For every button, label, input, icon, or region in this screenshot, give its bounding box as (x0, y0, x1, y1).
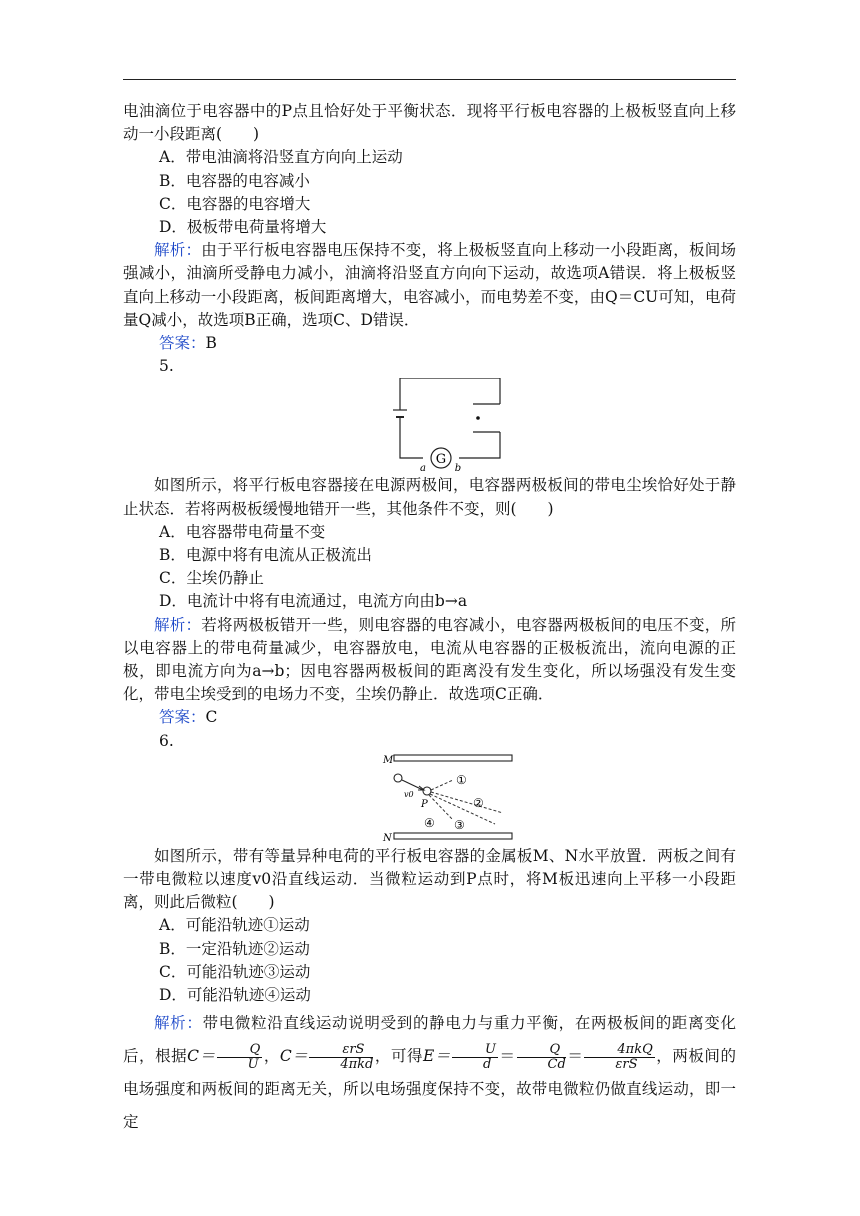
frac-u-over-d (452, 1043, 498, 1072)
q4-option-d: D．极板带电荷量将增大 (159, 218, 327, 237)
q5-analysis (123, 614, 736, 707)
q5-answer (123, 706, 736, 729)
q6-analysis-text-1: 带电微粒沿直线运动说明受到的静电力与重力平衡，在两极板间的距离变化后，根据 (123, 1014, 736, 1066)
frac-eps-s-num: εrS (309, 1043, 373, 1058)
q6-capacitor-figure (123, 753, 736, 845)
frac-q-num: Q (517, 1043, 566, 1058)
q6-analysis (123, 1007, 736, 1139)
galvanometer-label: G (435, 452, 447, 468)
q5-answer-label: 答案： (159, 708, 206, 727)
frac-d-den: d (482, 1056, 492, 1072)
plate-m (394, 755, 512, 761)
frac-q-over-u (217, 1043, 263, 1072)
q6-option-d: D．可能沿轨迹④运动 (159, 986, 311, 1005)
q4-option-b: B．电容器的电容减小 (159, 171, 310, 190)
terminal-b-label: b (454, 463, 462, 475)
q6-option-a: A．可能沿轨迹①运动 (159, 916, 310, 935)
q4-option-a: A．带电油滴将沿竖直方向向上运动 (159, 148, 403, 167)
formula-e-lhs: E＝ (423, 1047, 451, 1066)
q6-option-b: B．一定沿轨迹②运动 (159, 939, 310, 958)
bottom-right-wire (459, 432, 500, 458)
q4-analysis (123, 239, 736, 332)
q4-answer-label: 答案： (159, 334, 206, 353)
label-m: M (383, 754, 394, 766)
particle-at-p (423, 787, 431, 795)
frac-q-over-u-den: U (247, 1056, 259, 1072)
q4-option-c: C．电容器的电容增大 (159, 194, 311, 213)
trajectory-1 (431, 780, 453, 790)
q5-analysis-text: 若将两极板错开一些，则电容器的电容减小，电容器两极板间的电压不变，所以电容器上的带电荷量减少，电容器放电，电流从电容器的正极板流出，流向电源的正极，即电流方向为a→b；因电容器两极板间的距离没有发生变化，所以场强没有发生变化，带电尘埃受到的电场力不变，尘埃仍静止．故选项C正确． (123, 615, 736, 704)
formula-c1-lhs: C＝ (187, 1047, 216, 1066)
q4-answer (123, 332, 736, 355)
header-rule (123, 79, 736, 80)
q6-stem: 如图所示，带有等量异种电荷的平行板电容器的金属板M、N水平放置．两板之间有一带电微粒以速度v0沿直线运动．当微粒运动到P点时，将M板迅速向上平移一小段距离，则此后微粒( ) (123, 846, 736, 912)
q5-option-d: D．电流计中将有电流通过，电流方向由b→a (159, 592, 468, 611)
q6-formula (187, 1041, 656, 1072)
frac-cd-den: Cd (547, 1056, 566, 1072)
q5-stem: 如图所示，将平行板电容器接在电源两极间，电容器两极板间的带电尘埃恰好处于静止状态．若将两极板缓慢地错开一些，其他条件不变，则( ) (123, 476, 736, 518)
label-trajectory-1: ① (456, 772, 467, 787)
bottom-left-wire (400, 422, 423, 458)
terminal-a-label: a (420, 463, 426, 475)
q5-number: 5. (159, 357, 174, 376)
formula-c2-lhs: C＝ (279, 1047, 309, 1066)
plate-n (394, 833, 512, 839)
label-v0: v0 (404, 789, 414, 799)
top-wire (400, 378, 500, 404)
frac-eps-s-den: εrS (615, 1056, 638, 1072)
q6-number: 6. (159, 731, 174, 750)
trajectory-2 (431, 792, 503, 813)
formula-eq2: ＝ (498, 1047, 516, 1066)
page-content (123, 100, 736, 1139)
frac-q-over-cd (517, 1043, 566, 1072)
q6-trajectory-diagram (123, 753, 736, 845)
frac-4pikq-num: 4πkQ (584, 1043, 654, 1058)
velocity-vector (402, 780, 423, 790)
label-p: P (421, 798, 428, 810)
frac-u-num: U (452, 1043, 498, 1058)
formula-eq3: ＝ (566, 1047, 584, 1066)
q6-analysis-text-2: ，两板间的电场强度和两板间的距离无关，所以电场强度保持不变，故带电微粒仍做直线运动，即一定 (123, 1047, 736, 1132)
particle-start (394, 774, 402, 782)
q4-analysis-label: 解析： (154, 241, 202, 260)
q5-circuit-diagram (123, 378, 736, 474)
label-trajectory-4: ④ (424, 815, 435, 830)
q4-stem: 电油滴位于电容器中的P点且恰好处于平衡状态．现将平行板电容器的上极板竖直向上移动一小段距离( ) (123, 102, 736, 144)
frac-4pikd-den: 4πkd (340, 1056, 374, 1072)
frac-4pikq-over-eps-s (584, 1043, 654, 1072)
q5-option-b: B．电源中将有电流从正极流出 (159, 546, 372, 565)
dust-particle (476, 417, 480, 421)
q5-answer-value: C (205, 708, 218, 727)
formula-sep: ， (263, 1047, 280, 1066)
formula-mid: ，可得 (374, 1047, 424, 1066)
q5-circuit-figure (123, 378, 736, 474)
q6-option-c: C．可能沿轨迹③运动 (159, 962, 311, 981)
q6-analysis-label: 解析： (154, 1014, 203, 1033)
q4-answer-value: B (205, 334, 217, 353)
q5-option-a: A．电容器带电荷量不变 (159, 522, 326, 541)
label-trajectory-3: ③ (454, 817, 465, 832)
frac-eps-s-over-4pikd (309, 1043, 373, 1072)
q5-option-c: C．尘埃仍静止 (159, 569, 264, 588)
q5-analysis-label: 解析： (154, 615, 202, 634)
frac-q-over-u-num: Q (217, 1043, 263, 1058)
label-trajectory-2: ② (473, 795, 484, 810)
q4-analysis-text: 由于平行板电容器电压保持不变，将上极板竖直向上移动一小段距离，板间场强减小，油滴所受静电力减小，油滴将沿竖直方向向下运动，故选项A错误．将上极板竖直向上移动一小段距离，板间距离增大，电容减小，而电势差不变，由Q＝CU可知，电荷量Q减小，故选项B正确，选项C、D错误． (123, 241, 736, 329)
label-n: N (383, 832, 392, 844)
